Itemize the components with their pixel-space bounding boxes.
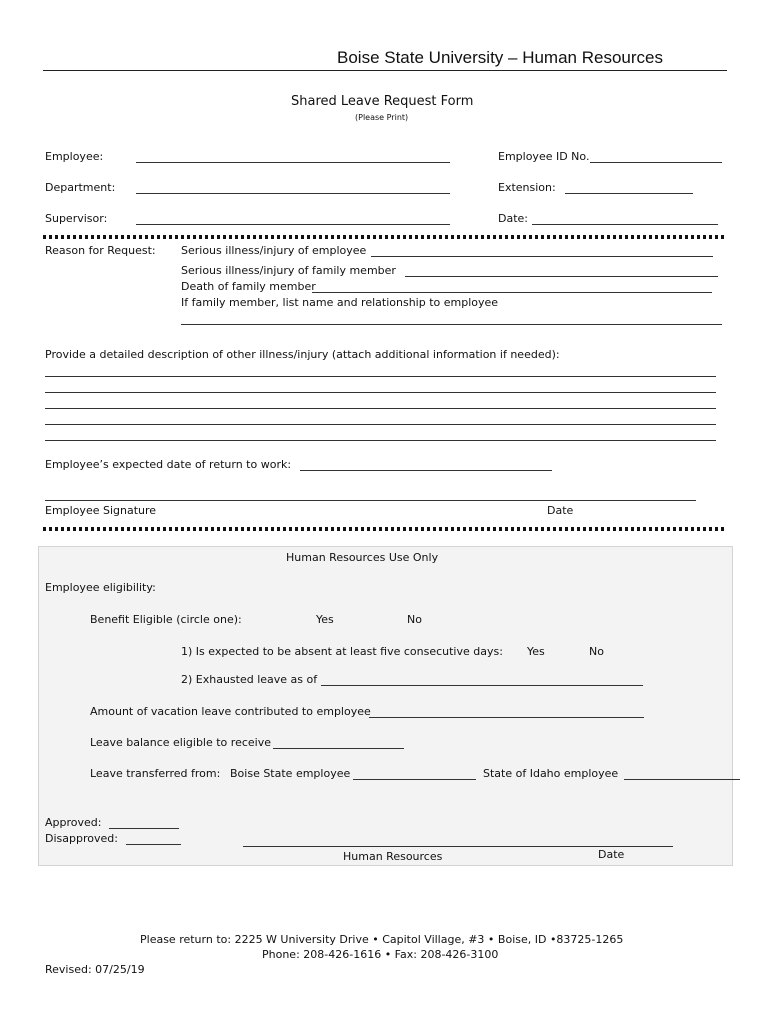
benefit-no-option[interactable]: No [407, 613, 422, 626]
employee-id-label: Employee ID No. [498, 150, 590, 163]
leave-balance-field[interactable] [273, 748, 404, 749]
form-subtitle: (Please Print) [355, 113, 409, 122]
benefit-eligible-label: Benefit Eligible (circle one): [90, 613, 242, 626]
disapproved-field[interactable] [126, 844, 181, 845]
exhausted-date-field[interactable] [321, 685, 643, 686]
vacation-amount-field[interactable] [369, 717, 644, 718]
criterion-exhausted-label: 2) Exhausted leave as of [181, 673, 318, 686]
description-line-5[interactable] [45, 440, 716, 441]
date-label: Date: [498, 212, 528, 225]
transferred-from-label: Leave transferred from: [90, 767, 221, 780]
supervisor-label: Supervisor: [45, 212, 108, 225]
eligibility-label: Employee eligibility: [45, 581, 156, 594]
boise-state-employee-label: Boise State employee [230, 767, 351, 780]
description-label: Provide a detailed description of other illness/injury (attach additional information if needed): [45, 348, 560, 361]
reason-option-death: Death of family member [181, 280, 316, 293]
hr-section-title: Human Resources Use Only [286, 551, 439, 564]
dotted-divider [43, 527, 727, 531]
signature-field[interactable] [45, 500, 696, 501]
disapproved-label: Disapproved: [45, 832, 118, 845]
dotted-divider [43, 235, 727, 239]
footer-phone-fax: Phone: 208-426-1616 • Fax: 208-426-3100 [262, 948, 499, 961]
department-label: Department: [45, 181, 116, 194]
leave-balance-label: Leave balance eligible to receive [90, 736, 271, 749]
approved-label: Approved: [45, 816, 102, 829]
employee-label: Employee: [45, 150, 104, 163]
approved-field[interactable] [109, 828, 179, 829]
signature-label: Employee Signature [45, 504, 157, 517]
criterion-absent-label: 1) Is expected to be absent at least five consecutive days: [181, 645, 503, 658]
date-field[interactable] [532, 224, 718, 225]
description-line-2[interactable] [45, 392, 716, 393]
extension-field[interactable] [565, 193, 693, 194]
state-employee-label: State of Idaho employee [483, 767, 619, 780]
return-date-field[interactable] [300, 470, 552, 471]
signature-date-label: Date [547, 504, 574, 517]
department-field[interactable] [136, 193, 450, 194]
hr-date-label: Date [598, 848, 625, 861]
criterion-yes-option[interactable]: Yes [527, 645, 545, 658]
boise-state-employee-field[interactable] [353, 779, 476, 780]
reason-option-employee: Serious illness/injury of employee [181, 244, 367, 257]
reason-option-family: Serious illness/injury of family member [181, 264, 396, 277]
form-title: Shared Leave Request Form [291, 94, 474, 109]
description-line-3[interactable] [45, 408, 716, 409]
reason-label: Reason for Request: [45, 244, 156, 257]
reason-death-field[interactable] [312, 292, 712, 293]
header-rule [43, 70, 727, 71]
state-employee-field[interactable] [624, 779, 740, 780]
hr-signature-field[interactable] [243, 846, 673, 847]
description-line-1[interactable] [45, 376, 716, 377]
extension-label: Extension: [498, 181, 556, 194]
reason-employee-field[interactable] [371, 256, 713, 257]
employee-id-field[interactable] [590, 162, 722, 163]
return-date-label: Employee’s expected date of return to work: [45, 458, 292, 471]
hr-signature-label: Human Resources [343, 850, 443, 863]
criterion-no-option[interactable]: No [589, 645, 604, 658]
supervisor-field[interactable] [136, 224, 450, 225]
institution-header: Boise State University – Human Resources [337, 48, 663, 67]
reason-option-relationship: If family member, list name and relationship to employee [181, 296, 499, 309]
vacation-amount-label: Amount of vacation leave contributed to employee [90, 705, 371, 718]
benefit-yes-option[interactable]: Yes [316, 613, 334, 626]
revised-date: Revised: 07/25/19 [45, 963, 145, 976]
footer-address: Please return to: 2225 W University Drive • Capitol Village, #3 • Boise, ID •83725-1265 [140, 933, 624, 946]
employee-field[interactable] [136, 162, 450, 163]
reason-family-field[interactable] [405, 276, 718, 277]
description-line-4[interactable] [45, 424, 716, 425]
relationship-field[interactable] [181, 324, 722, 325]
